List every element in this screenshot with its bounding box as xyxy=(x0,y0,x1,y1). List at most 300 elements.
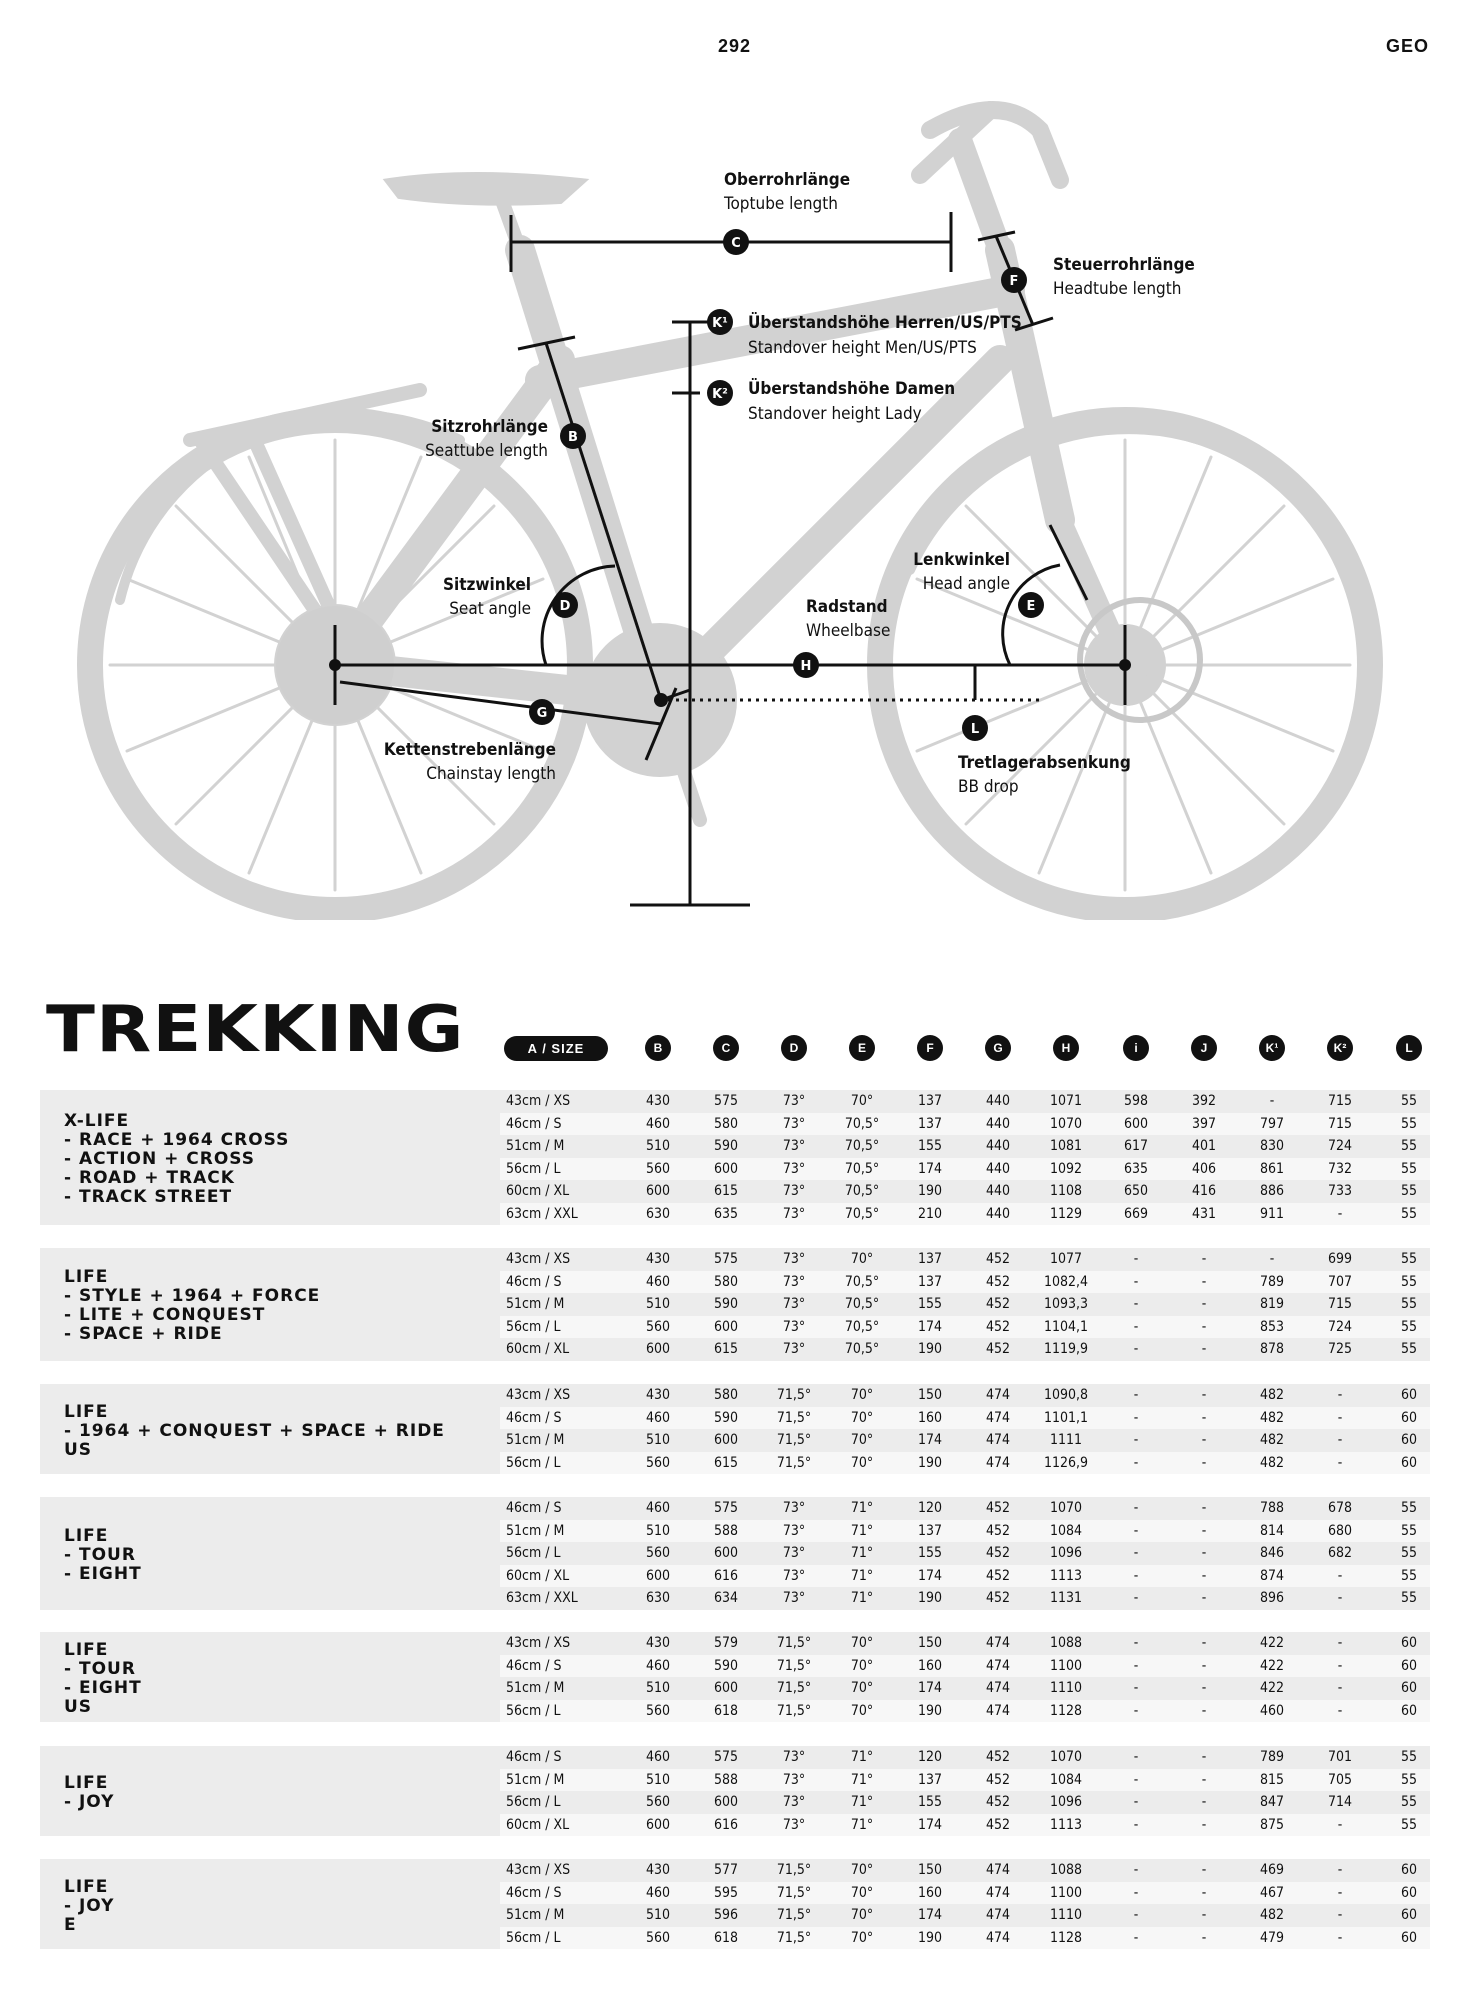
value-cell-e: 71° xyxy=(850,1771,874,1788)
value-cell-h: 1110 xyxy=(1049,1907,1083,1923)
value-cell-g: 440 xyxy=(985,1138,1011,1154)
value-cell-i: - xyxy=(1133,1454,1139,1471)
value-cell-k²: 715 xyxy=(1327,1115,1353,1132)
size-cell: 56cm / L xyxy=(506,1929,561,1946)
value-cell-f: 174 xyxy=(917,1432,943,1448)
label-f-en: Headtube length xyxy=(1053,279,1182,299)
value-cell-e: 70° xyxy=(850,1907,874,1923)
value-cell-f: 190 xyxy=(917,1183,943,1199)
value-cell-e: 71° xyxy=(850,1816,874,1833)
size-cell: 51cm / M xyxy=(506,1680,565,1696)
value-cell-j: 401 xyxy=(1191,1138,1217,1154)
value-cell-k²: - xyxy=(1337,1432,1343,1448)
value-cell-i: - xyxy=(1133,1567,1139,1584)
value-cell-e: 70° xyxy=(850,1387,874,1403)
value-cell-j: - xyxy=(1201,1862,1207,1878)
value-cell-l: 55 xyxy=(1400,1794,1418,1810)
value-cell-c: 616 xyxy=(713,1567,739,1584)
value-cell-l: 60 xyxy=(1400,1432,1418,1448)
value-cell-l: 60 xyxy=(1400,1635,1418,1651)
size-cell: 46cm / S xyxy=(506,1115,562,1132)
value-cell-b: 510 xyxy=(645,1432,671,1448)
value-cell-l: 60 xyxy=(1400,1907,1418,1923)
value-cell-l: 55 xyxy=(1400,1749,1418,1765)
value-cell-k¹: 874 xyxy=(1259,1567,1285,1584)
value-cell-g: 452 xyxy=(985,1251,1011,1267)
value-cell-l: 60 xyxy=(1400,1657,1418,1674)
value-cell-i: - xyxy=(1133,1432,1139,1448)
value-cell-j: - xyxy=(1201,1657,1207,1674)
badge-f xyxy=(1001,267,1027,293)
value-cell-g: 452 xyxy=(985,1816,1011,1833)
size-cell: 51cm / M xyxy=(506,1907,565,1923)
size-cell: 56cm / L xyxy=(506,1794,561,1810)
value-cell-i: - xyxy=(1133,1545,1139,1561)
value-cell-l: 55 xyxy=(1400,1273,1418,1290)
value-cell-i: 635 xyxy=(1123,1160,1149,1177)
svg-text:K¹: K¹ xyxy=(712,316,728,331)
value-cell-k²: 724 xyxy=(1327,1318,1353,1335)
value-cell-l: 60 xyxy=(1400,1409,1418,1426)
badge-c xyxy=(723,229,749,255)
category-title: TREKKING xyxy=(46,993,465,1067)
value-cell-k²: - xyxy=(1337,1657,1343,1674)
value-cell-b: 560 xyxy=(645,1160,671,1177)
value-cell-g: 452 xyxy=(985,1296,1011,1312)
value-cell-j: - xyxy=(1201,1522,1207,1539)
group-label: LIFE - STYLE + 1964 + FORCE - LITE + CONQUEST - SPACE + RIDE xyxy=(64,1267,321,1345)
column-header-f: F xyxy=(917,1035,943,1061)
value-cell-d: 73° xyxy=(782,1816,806,1833)
size-cell: 56cm / L xyxy=(506,1318,561,1335)
value-cell-k²: - xyxy=(1337,1702,1343,1719)
value-cell-k¹: 875 xyxy=(1259,1816,1285,1833)
value-cell-h: 1104,1 xyxy=(1043,1318,1089,1335)
value-cell-j: - xyxy=(1201,1749,1207,1765)
label-c-de: Oberrohrlänge xyxy=(724,170,851,190)
value-cell-e: 71° xyxy=(850,1567,874,1584)
value-cell-k²: - xyxy=(1337,1929,1343,1946)
value-cell-k²: - xyxy=(1337,1884,1343,1901)
value-cell-j: 397 xyxy=(1191,1115,1217,1132)
size-cell: 43cm / XS xyxy=(506,1635,571,1651)
value-cell-g: 474 xyxy=(985,1884,1011,1901)
value-cell-g: 474 xyxy=(985,1680,1011,1696)
value-cell-d: 73° xyxy=(782,1590,806,1606)
value-cell-l: 55 xyxy=(1400,1318,1418,1335)
value-cell-l: 55 xyxy=(1400,1093,1418,1109)
label-k1-de: Überstandshöhe Herren/US/PTS xyxy=(748,313,1022,333)
label-g-de: Kettenstrebenlänge xyxy=(383,740,556,760)
value-cell-g: 440 xyxy=(985,1115,1011,1132)
value-cell-c: 635 xyxy=(713,1205,739,1222)
value-cell-g: 452 xyxy=(985,1545,1011,1561)
value-cell-d: 73° xyxy=(782,1273,806,1290)
value-cell-j: - xyxy=(1201,1432,1207,1448)
size-cell: 63cm / XXL xyxy=(506,1205,578,1222)
value-cell-b: 430 xyxy=(645,1862,671,1878)
value-cell-e: 70,5° xyxy=(844,1138,880,1154)
value-cell-j: - xyxy=(1201,1702,1207,1719)
value-cell-g: 452 xyxy=(985,1318,1011,1335)
value-cell-c: 575 xyxy=(713,1093,739,1109)
column-header-i: i xyxy=(1123,1035,1149,1061)
value-cell-i: - xyxy=(1133,1862,1139,1878)
value-cell-k¹: 460 xyxy=(1259,1702,1285,1719)
value-cell-k²: - xyxy=(1337,1567,1343,1584)
value-cell-c: 616 xyxy=(713,1816,739,1833)
value-cell-h: 1128 xyxy=(1049,1929,1083,1946)
value-cell-k¹: - xyxy=(1269,1093,1275,1109)
value-cell-k¹: 846 xyxy=(1259,1545,1285,1561)
size-cell: 56cm / L xyxy=(506,1454,561,1471)
value-cell-d: 73° xyxy=(782,1251,806,1267)
label-l-en: BB drop xyxy=(958,777,1019,797)
value-cell-f: 174 xyxy=(917,1907,943,1923)
value-cell-k¹: 830 xyxy=(1259,1138,1285,1154)
badge-h xyxy=(793,652,819,678)
value-cell-l: 55 xyxy=(1400,1590,1418,1606)
size-cell: 56cm / L xyxy=(506,1160,561,1177)
value-cell-i: - xyxy=(1133,1522,1139,1539)
value-cell-d: 71,5° xyxy=(776,1680,812,1696)
value-cell-c: 575 xyxy=(713,1749,739,1765)
size-cell: 46cm / S xyxy=(506,1657,562,1674)
value-cell-b: 600 xyxy=(645,1816,671,1833)
value-cell-k¹: 815 xyxy=(1259,1771,1285,1788)
value-cell-k²: 701 xyxy=(1327,1749,1353,1765)
value-cell-f: 155 xyxy=(917,1296,943,1312)
value-cell-f: 150 xyxy=(917,1635,943,1651)
value-cell-d: 71,5° xyxy=(776,1635,812,1651)
size-column-header: A / SIZE xyxy=(504,1036,608,1061)
value-cell-e: 70° xyxy=(850,1680,874,1696)
value-cell-e: 70° xyxy=(850,1093,874,1109)
value-cell-b: 430 xyxy=(645,1635,671,1651)
value-cell-i: 600 xyxy=(1123,1115,1149,1132)
value-cell-g: 474 xyxy=(985,1929,1011,1946)
value-cell-k¹: - xyxy=(1269,1251,1275,1267)
value-cell-c: 618 xyxy=(713,1702,739,1719)
value-cell-h: 1096 xyxy=(1049,1794,1083,1810)
size-cell: 60cm / XL xyxy=(506,1183,570,1199)
value-cell-k¹: 482 xyxy=(1259,1454,1285,1471)
label-c-en: Toptube length xyxy=(724,194,838,214)
value-cell-k¹: 878 xyxy=(1259,1341,1285,1357)
value-cell-k²: 699 xyxy=(1327,1251,1353,1267)
value-cell-g: 474 xyxy=(985,1907,1011,1923)
value-cell-b: 430 xyxy=(645,1387,671,1403)
value-cell-k²: - xyxy=(1337,1862,1343,1878)
value-cell-d: 73° xyxy=(782,1794,806,1810)
value-cell-b: 460 xyxy=(645,1409,671,1426)
value-cell-j: 392 xyxy=(1191,1093,1217,1109)
value-cell-j: - xyxy=(1201,1341,1207,1357)
value-cell-j: - xyxy=(1201,1794,1207,1810)
value-cell-f: 137 xyxy=(917,1771,943,1788)
value-cell-e: 70° xyxy=(850,1884,874,1901)
value-cell-g: 474 xyxy=(985,1387,1011,1403)
value-cell-k²: - xyxy=(1337,1635,1343,1651)
value-cell-k¹: 422 xyxy=(1259,1657,1285,1674)
column-header-h: H xyxy=(1053,1035,1079,1061)
value-cell-l: 55 xyxy=(1400,1183,1418,1199)
value-cell-k²: 714 xyxy=(1327,1794,1353,1810)
table-group xyxy=(40,1090,1430,1225)
value-cell-g: 474 xyxy=(985,1657,1011,1674)
size-cell: 43cm / XS xyxy=(506,1387,571,1403)
value-cell-l: 55 xyxy=(1400,1816,1418,1833)
value-cell-i: - xyxy=(1133,1702,1139,1719)
value-cell-i: - xyxy=(1133,1771,1139,1788)
value-cell-j: - xyxy=(1201,1816,1207,1833)
page-number: 292 xyxy=(717,36,752,56)
value-cell-i: - xyxy=(1133,1657,1139,1674)
size-cell: 43cm / XS xyxy=(506,1251,571,1267)
value-cell-f: 160 xyxy=(917,1657,943,1674)
value-cell-h: 1113 xyxy=(1049,1816,1083,1833)
value-cell-e: 70° xyxy=(850,1657,874,1674)
svg-text:D: D xyxy=(559,599,571,614)
value-cell-c: 600 xyxy=(713,1794,739,1810)
value-cell-e: 70° xyxy=(850,1432,874,1448)
svg-text:G: G xyxy=(536,706,548,721)
label-f-de: Steuerrohrlänge xyxy=(1053,255,1195,275)
value-cell-l: 55 xyxy=(1400,1138,1418,1154)
label-g-en: Chainstay length xyxy=(426,764,556,784)
bike-geometry-diagram xyxy=(0,60,1469,920)
value-cell-l: 55 xyxy=(1400,1545,1418,1561)
value-cell-b: 560 xyxy=(645,1545,671,1561)
value-cell-h: 1070 xyxy=(1049,1749,1083,1765)
value-cell-j: - xyxy=(1201,1590,1207,1606)
value-cell-d: 73° xyxy=(782,1183,806,1199)
section-tag: GEO xyxy=(1385,36,1429,56)
value-cell-i: - xyxy=(1133,1794,1139,1810)
value-cell-c: 600 xyxy=(713,1432,739,1448)
value-cell-d: 71,5° xyxy=(776,1702,812,1719)
value-cell-c: 600 xyxy=(713,1160,739,1177)
value-cell-b: 630 xyxy=(645,1590,671,1606)
value-cell-b: 560 xyxy=(645,1454,671,1471)
value-cell-d: 71,5° xyxy=(776,1907,812,1923)
svg-text:H: H xyxy=(800,659,812,674)
value-cell-j: - xyxy=(1201,1296,1207,1312)
value-cell-b: 430 xyxy=(645,1251,671,1267)
value-cell-f: 174 xyxy=(917,1318,943,1335)
value-cell-h: 1093,3 xyxy=(1043,1296,1089,1312)
value-cell-c: 615 xyxy=(713,1183,739,1199)
value-cell-h: 1082,4 xyxy=(1043,1273,1089,1290)
value-cell-l: 55 xyxy=(1400,1296,1418,1312)
value-cell-g: 440 xyxy=(985,1160,1011,1177)
value-cell-f: 137 xyxy=(917,1093,943,1109)
value-cell-g: 452 xyxy=(985,1771,1011,1788)
value-cell-h: 1126,9 xyxy=(1043,1454,1089,1471)
value-cell-c: 580 xyxy=(713,1387,739,1403)
value-cell-j: - xyxy=(1201,1500,1207,1516)
value-cell-b: 600 xyxy=(645,1183,671,1199)
label-d-en: Seat angle xyxy=(449,599,531,619)
table-group xyxy=(40,1384,1430,1474)
size-cell: 56cm / L xyxy=(506,1545,561,1561)
value-cell-f: 190 xyxy=(917,1590,943,1606)
label-h-en: Wheelbase xyxy=(806,621,891,641)
value-cell-c: 590 xyxy=(713,1409,739,1426)
value-cell-d: 71,5° xyxy=(776,1862,812,1878)
value-cell-f: 174 xyxy=(917,1160,943,1177)
value-cell-k²: 682 xyxy=(1327,1545,1353,1561)
bike-silhouette xyxy=(90,110,1370,910)
value-cell-l: 55 xyxy=(1400,1341,1418,1357)
value-cell-e: 70,5° xyxy=(844,1273,880,1290)
value-cell-k¹: 789 xyxy=(1259,1749,1285,1765)
value-cell-i: - xyxy=(1133,1929,1139,1946)
value-cell-k¹: 422 xyxy=(1259,1635,1285,1651)
value-cell-l: 60 xyxy=(1400,1680,1418,1696)
value-cell-i: - xyxy=(1133,1296,1139,1312)
value-cell-c: 575 xyxy=(713,1500,739,1516)
size-cell: 51cm / M xyxy=(506,1771,565,1788)
value-cell-j: - xyxy=(1201,1387,1207,1403)
value-cell-b: 430 xyxy=(645,1093,671,1109)
value-cell-e: 70° xyxy=(850,1929,874,1946)
value-cell-j: - xyxy=(1201,1454,1207,1471)
size-cell: 56cm / L xyxy=(506,1702,561,1719)
value-cell-g: 452 xyxy=(985,1341,1011,1357)
value-cell-g: 474 xyxy=(985,1635,1011,1651)
value-cell-k¹: 896 xyxy=(1259,1590,1285,1606)
value-cell-h: 1077 xyxy=(1049,1251,1083,1267)
label-k1-en: Standover height Men/US/PTS xyxy=(748,338,977,358)
value-cell-k¹: 469 xyxy=(1259,1862,1285,1878)
size-cell: 46cm / S xyxy=(506,1749,562,1765)
column-header-c: C xyxy=(713,1035,739,1061)
value-cell-e: 70,5° xyxy=(844,1115,880,1132)
value-cell-c: 590 xyxy=(713,1296,739,1312)
size-cell: 63cm / XXL xyxy=(506,1590,578,1606)
value-cell-f: 160 xyxy=(917,1884,943,1901)
label-b-de: Sitzrohrlänge xyxy=(431,417,548,437)
value-cell-l: 55 xyxy=(1400,1522,1418,1539)
value-cell-h: 1129 xyxy=(1049,1205,1083,1222)
value-cell-f: 150 xyxy=(917,1862,943,1878)
badge-g xyxy=(529,699,555,725)
value-cell-f: 137 xyxy=(917,1115,943,1132)
value-cell-j: 416 xyxy=(1191,1183,1217,1199)
value-cell-f: 160 xyxy=(917,1409,943,1426)
value-cell-f: 174 xyxy=(917,1680,943,1696)
value-cell-k¹: 482 xyxy=(1259,1432,1285,1448)
value-cell-b: 600 xyxy=(645,1567,671,1584)
value-cell-f: 210 xyxy=(917,1205,943,1222)
value-cell-e: 71° xyxy=(850,1794,874,1810)
table-group xyxy=(40,1746,1430,1836)
value-cell-k¹: 847 xyxy=(1259,1794,1285,1810)
value-cell-c: 600 xyxy=(713,1545,739,1561)
column-header-e: E xyxy=(849,1035,875,1061)
value-cell-b: 510 xyxy=(645,1907,671,1923)
value-cell-d: 73° xyxy=(782,1341,806,1357)
value-cell-c: 590 xyxy=(713,1657,739,1674)
value-cell-f: 174 xyxy=(917,1816,943,1833)
value-cell-k¹: 482 xyxy=(1259,1409,1285,1426)
value-cell-f: 174 xyxy=(917,1567,943,1584)
value-cell-c: 577 xyxy=(713,1862,739,1878)
value-cell-b: 510 xyxy=(645,1680,671,1696)
value-cell-h: 1113 xyxy=(1049,1567,1083,1584)
value-cell-k²: - xyxy=(1337,1387,1343,1403)
value-cell-e: 70° xyxy=(850,1702,874,1719)
value-cell-d: 73° xyxy=(782,1205,806,1222)
value-cell-c: 618 xyxy=(713,1929,739,1946)
value-cell-i: - xyxy=(1133,1387,1139,1403)
value-cell-k²: 678 xyxy=(1327,1500,1353,1516)
size-cell: 46cm / S xyxy=(506,1273,562,1290)
value-cell-h: 1092 xyxy=(1049,1160,1083,1177)
value-cell-c: 579 xyxy=(713,1635,739,1651)
value-cell-l: 60 xyxy=(1400,1454,1418,1471)
value-cell-f: 155 xyxy=(917,1794,943,1810)
value-cell-c: 615 xyxy=(713,1341,739,1357)
value-cell-c: 634 xyxy=(713,1590,739,1606)
value-cell-e: 71° xyxy=(850,1522,874,1539)
value-cell-k¹: 861 xyxy=(1259,1160,1285,1177)
svg-text:K²: K² xyxy=(712,387,728,402)
value-cell-i: - xyxy=(1133,1409,1139,1426)
value-cell-h: 1084 xyxy=(1049,1522,1083,1539)
value-cell-b: 510 xyxy=(645,1522,671,1539)
value-cell-k²: 715 xyxy=(1327,1296,1353,1312)
size-cell: 43cm / XS xyxy=(506,1093,571,1109)
value-cell-b: 460 xyxy=(645,1657,671,1674)
value-cell-j: 431 xyxy=(1191,1205,1217,1222)
value-cell-i: - xyxy=(1133,1318,1139,1335)
value-cell-k¹: 797 xyxy=(1259,1115,1285,1132)
value-cell-i: - xyxy=(1133,1341,1139,1357)
table-header xyxy=(0,1033,1469,1063)
value-cell-d: 73° xyxy=(782,1138,806,1154)
value-cell-b: 460 xyxy=(645,1273,671,1290)
size-cell: 51cm / M xyxy=(506,1432,565,1448)
value-cell-c: 595 xyxy=(713,1884,739,1901)
value-cell-d: 71,5° xyxy=(776,1432,812,1448)
value-cell-k¹: 479 xyxy=(1259,1929,1285,1946)
value-cell-h: 1084 xyxy=(1049,1771,1083,1788)
group-label: X-LIFE - RACE + 1964 CROSS - ACTION + CROSS - ROAD + TRACK - TRACK STREET xyxy=(64,1111,290,1207)
value-cell-f: 137 xyxy=(917,1251,943,1267)
value-cell-g: 452 xyxy=(985,1500,1011,1516)
value-cell-b: 560 xyxy=(645,1929,671,1946)
value-cell-f: 155 xyxy=(917,1138,943,1154)
badge-k1 xyxy=(707,309,733,335)
value-cell-c: 615 xyxy=(713,1454,739,1471)
badge-d xyxy=(552,592,578,618)
group-label: LIFE - TOUR - EIGHT US xyxy=(64,1640,142,1717)
value-cell-d: 73° xyxy=(782,1545,806,1561)
size-cell: 60cm / XL xyxy=(506,1816,570,1833)
value-cell-h: 1111 xyxy=(1049,1432,1083,1448)
value-cell-j: - xyxy=(1201,1567,1207,1584)
value-cell-h: 1131 xyxy=(1049,1590,1083,1606)
badge-k2 xyxy=(707,380,733,406)
value-cell-e: 70° xyxy=(850,1635,874,1651)
value-cell-b: 460 xyxy=(645,1500,671,1516)
value-cell-e: 71° xyxy=(850,1545,874,1561)
value-cell-b: 460 xyxy=(645,1115,671,1132)
value-cell-k²: - xyxy=(1337,1680,1343,1696)
value-cell-l: 60 xyxy=(1400,1862,1418,1878)
